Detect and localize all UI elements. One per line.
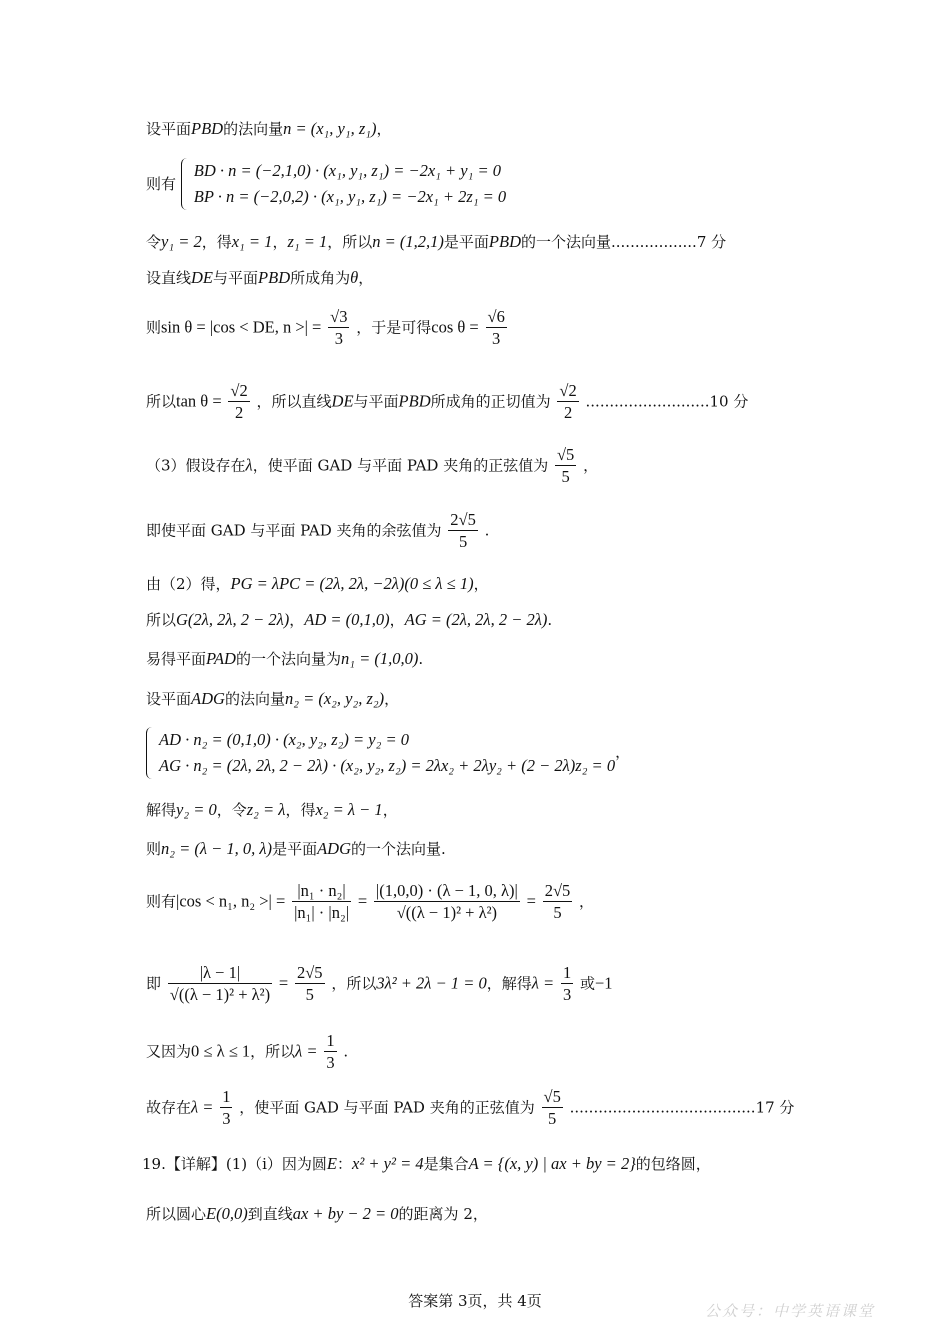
line-pad-normal: 易得平面PAD的一个法向量为n₁ = (1,0,0). <box>146 649 424 668</box>
fraction: $\frac{1}{3}$ <box>326 1031 335 1072</box>
line-range-check: 又因为0 ≤ λ ≤ 1，所以λ = $\frac{1}{3}$ . <box>146 1031 349 1072</box>
fraction: $\frac{\text{|n₁ · n₂|}}{\text{|n₁| · |n₂|}}$ <box>294 881 350 922</box>
watermark: 公众号：中学英语课堂 <box>705 1302 876 1320</box>
line-conclusion: 故存在λ = $\frac{1}{3}$ ，使平面 GAD 与平面 PAD 夹角的正弦值为 $\frac{√5}{5}$ .......................................17 分 <box>146 1087 795 1128</box>
line-adg-normal: 设平面ADG的法向量n₂ = (x₂, y₂, z₂)， <box>146 689 400 708</box>
equation-system: AD · n₂ = (0,1,0) · (x₂, y₂, z₂) = y₂ = 0 AG · n₂ = (2λ, 2λ, 2 − 2λ) · (x₂, y₂, z₂) = 2λx₂ + 2λy₂ + (2 − 2λ)z₂ = 0 <box>146 727 615 779</box>
score-marker: ..........................10 分 <box>585 392 749 411</box>
score-marker: .......................................17 分 <box>569 1098 795 1117</box>
line-equation-lambda: 即 $\frac{|\lambda - 1|}{\text{√((λ − 1)² + λ²)}}$ = $\frac{2√5}{5}$ ，所以3λ² + 2λ − 1 = 0，解得λ = $\frac{1}{3}$ 或−1 <box>146 963 613 1004</box>
fraction: $\frac{√5}{5}$ <box>556 445 575 486</box>
fraction: $\frac{√5}{5}$ <box>543 1087 561 1128</box>
equation-system: BD · n = (−2,1,0) · (x₁, y₁, z₁) = −2x₁ + y₁ = 0 BP · n = (−2,0,2) · (x₁, y₁, z₁) = −2x₁ + 2z₁ = 0 <box>181 158 506 210</box>
line-n2-result: 则n₂ = (λ − 1, 0, λ)是平面ADG的一个法向量. <box>146 839 446 858</box>
fraction: $\frac{2√5}{5}$ <box>450 510 476 551</box>
line-sin-theta: 则sin θ = |cos < DE, n >| = $\frac{√3}{3}$ ，于是可得cos θ = $\frac{√6}{3}$ <box>146 307 505 348</box>
line-solve: 解得y₂ = 0，令z₂ = λ，得x₂ = λ − 1， <box>146 800 398 819</box>
line-q19-start: 19.【详解】(1)（i）因为圆E：x² + y² = 4是集合A = {(x, y) | ax + by = 2}的包络圆， <box>142 1154 711 1173</box>
fraction: $\frac{√3}{3}$ <box>330 307 348 348</box>
line-part3-assume: （3）假设存在λ，使平面 GAD 与平面 PAD 夹角的正弦值为 $\frac{√5}{5}$ ， <box>146 445 599 486</box>
line-tan-theta: 所以tan θ = $\frac{√2}{2}$ ，所以直线DE与平面PBD所成角的正切值为 $\frac{√2}{2}$ ..........................10 分 <box>146 381 749 422</box>
fraction: $\frac{√6}{3}$ <box>487 307 505 348</box>
line-system-adg: AD · n₂ = (0,1,0) · (x₂, y₂, z₂) = y₂ = 0 AG · n₂ = (2λ, 2λ, 2 − 2λ) · (x₂, y₂, z₂) = 2λx₂ + 2λy₂ + (2 − 2λ)z₂ = 0 ， <box>146 727 630 779</box>
line-cosine-value: 即使平面 GAD 与平面 PAD 夹角的余弦值为 $\frac{2√5}{5}$ . <box>146 510 490 551</box>
fraction: $\frac{√2}{2}$ <box>230 381 248 422</box>
fraction: $\frac{2√5}{5}$ <box>296 963 323 1004</box>
fraction: $\frac{√2}{2}$ <box>559 381 577 422</box>
line-angle-def: 设直线DE与平面PBD所成角为θ， <box>146 268 374 287</box>
fraction: $\frac{|(1,0,0) \cdot (\lambda - 1, 0, \lambda)|}{\text{√((λ − 1)² + λ²)}}$ <box>375 881 518 922</box>
line-g-coords: 所以G(2λ, 2λ, 2 − 2λ)，AD = (0,1,0)，AG = (2λ, 2λ, 2 − 2λ). <box>146 610 553 629</box>
line-system-pbd: 则有 BD · n = (−2,1,0) · (x₁, y₁, z₁) = −2x₁ + y₁ = 0 BP · n = (−2,0,2) · (x₁, y₁, z₁) = −2x₁ + 2z₁ = 0 <box>146 158 506 210</box>
fraction: $\frac{|\lambda - 1|}{\text{√((λ − 1)² + λ²)}}$ <box>169 963 271 1004</box>
fraction: $\frac{1}{3}$ <box>562 963 572 1004</box>
fraction: $\frac{2√5}{5}$ <box>544 881 571 922</box>
line-normal-result: 令y₁ = 2，得x₁ = 1，z₁ = 1，所以n = (1,2,1)是平面PBD的一个法向量..................7 分 <box>146 232 727 251</box>
line-pg-vector: 由（2）得，PG = λPC = (2λ, 2λ, −2λ)(0 ≤ λ ≤ 1)， <box>146 574 489 593</box>
line-cos-formula: 则有|cos < n₁, n₂ >| = $\frac{\text{|n₁ · n₂|}}{\text{|n₁| · |n₂|}}$ = $\frac{|(1,0,0) \cdot (\lambda - 1, 0, \lambda)|}{\text{√((λ − 1)² + λ²)}}$ = $\frac{2√5}{5}$ ， <box>146 881 595 922</box>
fraction: $\frac{1}{3}$ <box>222 1087 231 1128</box>
score-marker: ..................7 分 <box>611 233 727 251</box>
line-q19-distance: 所以圆心E(0,0)到直线ax + by − 2 = 0的距离为 2， <box>146 1204 488 1223</box>
line-plane-pbd-normal: 设平面PBD的法向量n = (x₁, y₁, z₁)， <box>146 119 392 138</box>
page-footer: 答案第 3页，共 4页 <box>408 1292 542 1310</box>
